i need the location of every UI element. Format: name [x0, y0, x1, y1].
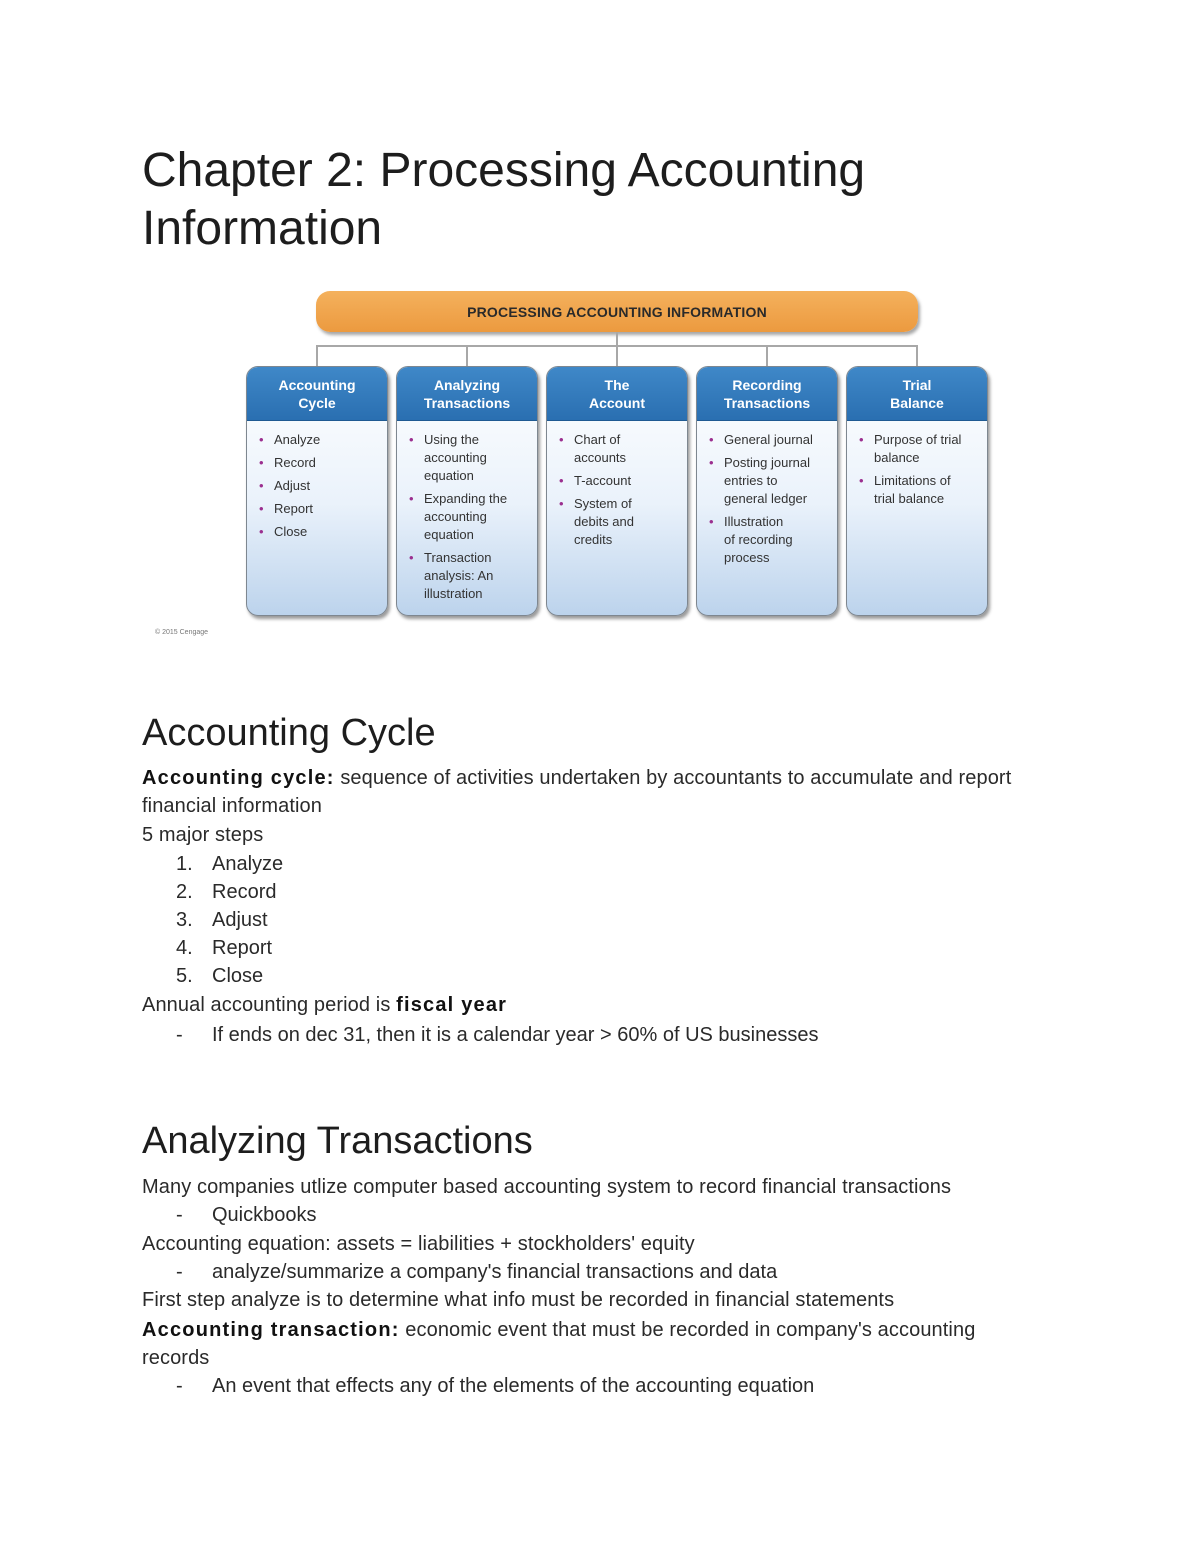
box-list — [697, 421, 837, 567]
list-item: • Limitations of trial balance — [859, 473, 951, 506]
definition-continuation: records — [142, 1347, 210, 1369]
definition-continuation: financial information — [142, 795, 322, 817]
page-title: Chapter 2: Processing Accounting Information — [142, 144, 866, 255]
bullet-icon: • — [709, 455, 714, 470]
connector-drop-1 — [316, 345, 318, 367]
box-list — [547, 421, 687, 549]
section-heading-accounting-cycle: Accounting Cycle — [142, 712, 436, 754]
bullet-icon: • — [259, 524, 264, 539]
list-item: • Record — [259, 455, 316, 470]
list-item: • T-account — [559, 473, 632, 488]
connector-vertical-main — [616, 332, 618, 346]
connector-drop-3 — [616, 345, 618, 367]
list-item: • System of debits and credits — [559, 496, 634, 547]
box-title: Accounting Cycle — [247, 367, 387, 421]
list-item: • Illustration of recording process — [709, 514, 793, 565]
paragraph-line: First step analyze is to determine what info must be recorded in financial statements — [142, 1289, 895, 1311]
fiscal-year-term: fiscal year — [396, 994, 508, 1016]
diagram-box-accounting-cycle — [246, 366, 388, 616]
box-list — [247, 421, 387, 541]
bullet-icon: • — [709, 432, 714, 447]
box-list — [397, 421, 537, 603]
fiscal-year-line: Annual accounting period is fiscal year — [142, 994, 508, 1016]
box-title: Recording Transactions — [697, 367, 837, 421]
connector-drop-5 — [916, 345, 918, 367]
bullet-icon: • — [259, 455, 264, 470]
bullet-icon: • — [859, 473, 864, 488]
definition-accounting-transaction: Accounting transaction: economic event that must be recorded in company's accounting — [142, 1319, 976, 1341]
bullet-icon: • — [859, 432, 864, 447]
list-item: • Expanding the accounting equation — [409, 491, 508, 542]
list-item: • Posting journal entries to general ledger — [709, 455, 810, 506]
box-title: Analyzing Transactions — [397, 367, 537, 421]
diagram-box-trial-balance — [846, 366, 988, 616]
connector-drop-4 — [766, 345, 768, 367]
list-item: • Close — [259, 524, 308, 539]
connector-drop-2 — [466, 345, 468, 367]
box-list — [847, 421, 987, 508]
list-item: • General journal — [709, 432, 813, 447]
bullet-icon: • — [559, 496, 564, 511]
diagram-box-recording-transactions — [696, 366, 838, 616]
list-item: • Report — [259, 501, 314, 516]
list-item: • Chart of accounts — [559, 432, 627, 465]
diagram-header: PROCESSING ACCOUNTING INFORMATION — [316, 291, 918, 332]
paragraph-line: Many companies utlize computer based accounting system to record financial transactions — [142, 1176, 952, 1198]
list-item: • Adjust — [259, 478, 311, 493]
list-item: • Purpose of trial balance — [859, 432, 962, 465]
diagram-caption-mark: © 2015 Cengage — [155, 629, 209, 636]
steps-intro: 5 major steps — [142, 824, 264, 846]
definition-accounting-cycle: Accounting cycle: sequence of activities undertaken by accountants to accumulate and report — [142, 767, 1012, 789]
diagram-box-analyzing-transactions — [396, 366, 538, 616]
paragraph-line: Accounting equation: assets = liabilities + stockholders' equity — [142, 1233, 695, 1255]
bullet-icon: • — [409, 550, 414, 565]
bullet-icon: • — [409, 491, 414, 506]
diagram-box-the-account — [546, 366, 688, 616]
processing-accounting-diagram — [0, 0, 1200, 660]
bullet-icon: • — [259, 432, 264, 447]
bullet-icon: • — [709, 514, 714, 529]
bullet-icon: • — [259, 501, 264, 516]
list-item: • Transaction analysis: An illustration — [409, 550, 494, 601]
bullet-icon: • — [409, 432, 414, 447]
bullet-icon: • — [559, 473, 564, 488]
list-item: • Using the accounting equation — [409, 432, 487, 483]
bullet-icon: • — [559, 432, 564, 447]
bullet-icon: • — [259, 478, 264, 493]
box-title: The Account — [547, 367, 687, 421]
definition-term: Accounting transaction: — [142, 1319, 400, 1341]
box-title: Trial Balance — [847, 367, 987, 421]
list-item: • Analyze — [259, 432, 321, 447]
definition-term: Accounting cycle: — [142, 767, 335, 789]
section-heading-analyzing-transactions: Analyzing Transactions — [142, 1120, 533, 1162]
